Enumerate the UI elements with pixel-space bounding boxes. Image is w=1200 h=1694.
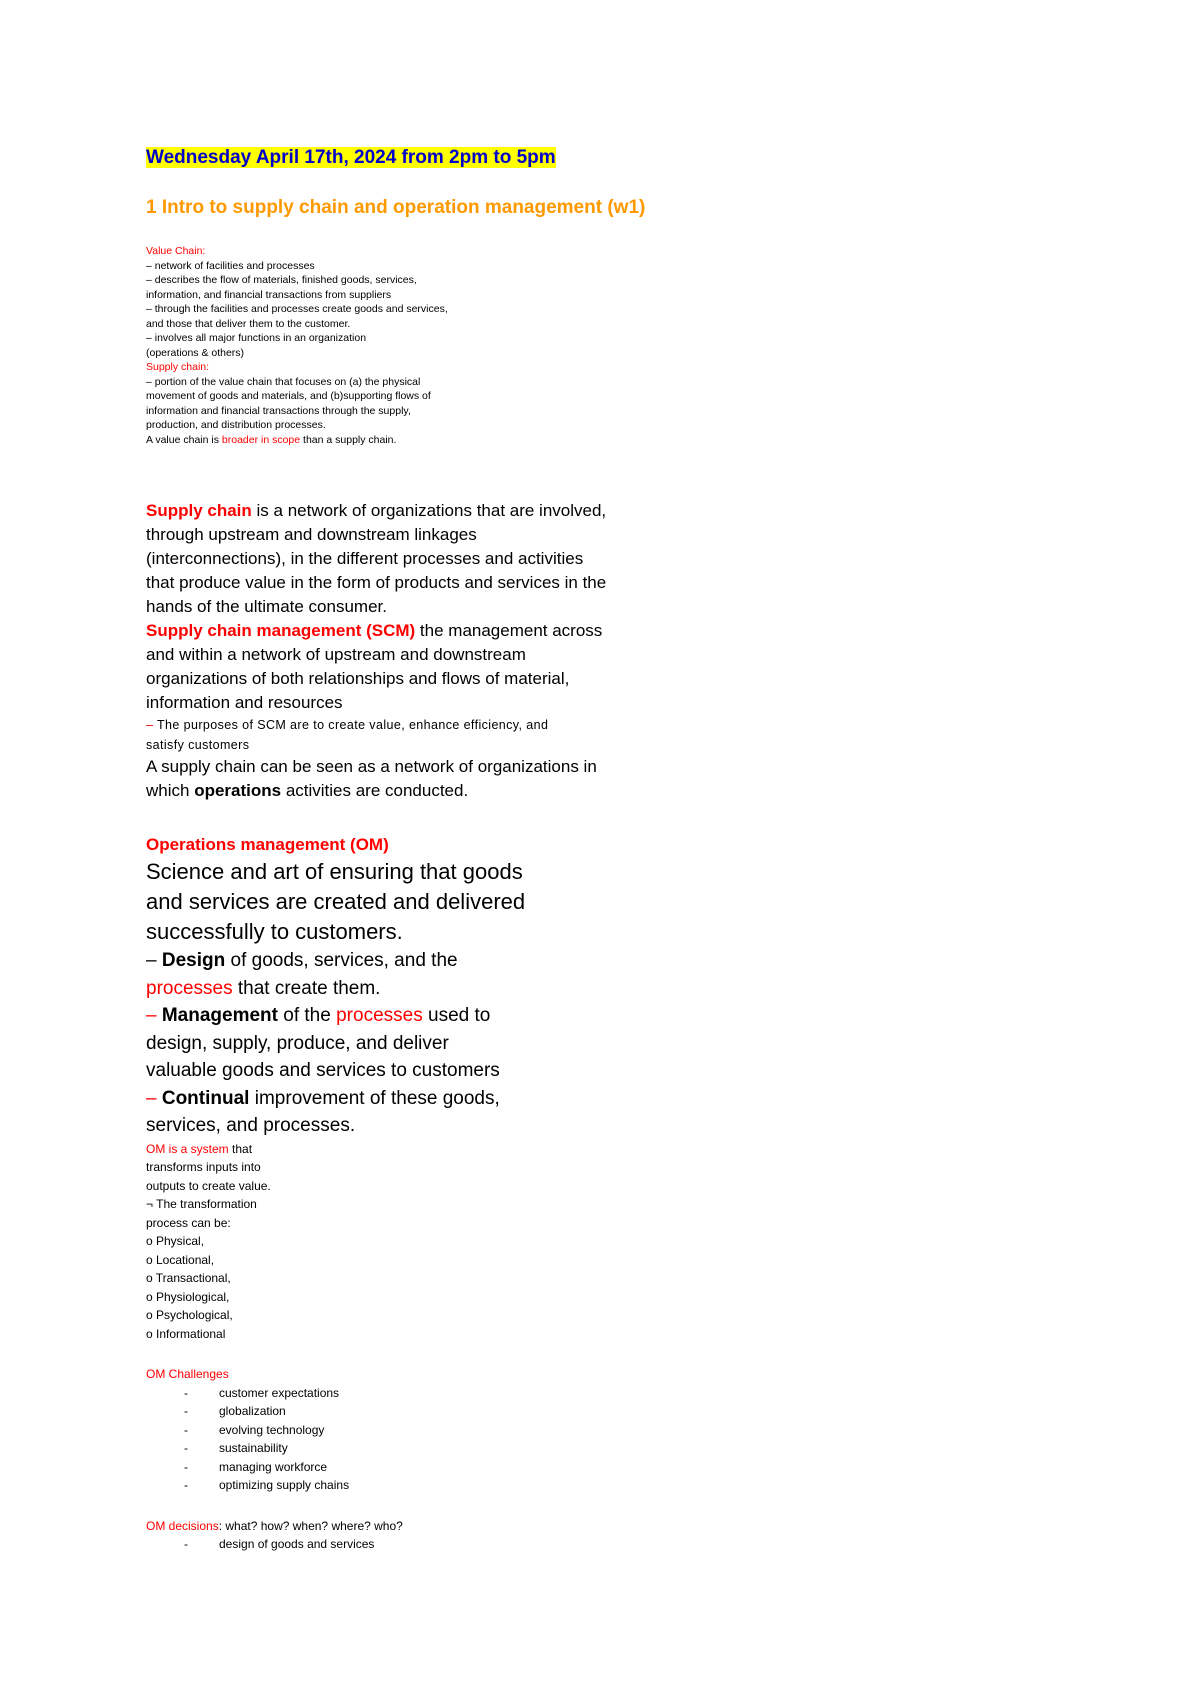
design-bold: Design (161, 950, 226, 971)
om-design-line (146, 947, 706, 975)
supply-chain-text: is a network of organizations that are involved, (251, 501, 607, 520)
list-item-text: managing workforce (219, 1459, 328, 1474)
list-item-text: customer expectations (219, 1385, 340, 1400)
supply-chain-line: information and financial transactions through the supply, (146, 404, 411, 417)
om-management-line (146, 1002, 706, 1030)
om-continual-line-2: services, and processes. (146, 1115, 356, 1136)
list-item: - globalization (184, 1404, 286, 1418)
definition-line: that produce value in the form of products and services in the (146, 573, 607, 592)
om-decisions-list (146, 1535, 706, 1554)
supply-chain-term: Supply chain (146, 501, 252, 520)
definition-line: information and resources (146, 693, 343, 712)
om-system-line: o Psychological, (146, 1308, 233, 1322)
definition-line: hands of the ultimate consumer. (146, 597, 387, 616)
session-date-text: Wednesday April 17th, 2024 from 2pm to 5pm (146, 147, 556, 168)
design-end: that create them. (232, 977, 381, 999)
om-heading: Operations management (OM) (146, 835, 389, 854)
scm-purpose-line-2: satisfy customers (146, 738, 250, 752)
om-section (146, 857, 706, 1343)
network-prefix: which (146, 781, 195, 800)
value-chain-notes (146, 244, 706, 447)
om-system-line: ¬ The transformation (146, 1197, 257, 1211)
value-chain-line: – involves all major functions in an organization (146, 332, 367, 344)
om-challenges-heading: OM Challenges (146, 1367, 229, 1381)
om-decisions-term: OM decisions (146, 1518, 219, 1533)
scope-suffix: than a supply chain. (300, 433, 397, 446)
document-content (146, 146, 706, 1554)
definition-line: (interconnections), in the different processes and activities (146, 549, 584, 568)
scm-term: Supply chain management (SCM) (146, 621, 416, 640)
network-suffix: activities are conducted. (281, 781, 469, 800)
om-system-rest: that (228, 1141, 253, 1156)
list-item: - design of goods and services (184, 1537, 375, 1551)
list-item-text: sustainability (219, 1441, 288, 1455)
value-chain-line: – network of facilities and processes (146, 259, 315, 272)
value-chain-line: (operations & others) (146, 346, 245, 359)
om-system-line: outputs to create value. (146, 1178, 271, 1193)
management-dash: – (146, 1005, 162, 1026)
list-item-text: optimizing supply chains (219, 1478, 350, 1492)
om-system-line: o Physiological, (146, 1289, 230, 1304)
om-design-line-2 (146, 975, 706, 1003)
purpose-dash: – (146, 718, 154, 732)
list-item-text: design of goods and services (219, 1537, 375, 1551)
om-intro-line: Science and art of ensuring that goods (146, 859, 523, 884)
list-item: - managing workforce (184, 1459, 328, 1474)
definition-line: organizations of both relationships and flows of material, (146, 669, 570, 688)
supply-chain-line: – portion of the value chain that focuses on (a) the physical (146, 375, 421, 388)
supply-chain-line: production, and distribution processes. (146, 419, 326, 431)
list-item: - sustainability (184, 1441, 288, 1455)
om-management-line: valuable goods and services to customers (146, 1060, 500, 1081)
list-item: - evolving technology (184, 1422, 325, 1437)
management-bold: Management (161, 1005, 278, 1026)
purpose-text: The purposes of SCM are to create value, enhance efficiency, and (153, 718, 549, 732)
value-chain-line: information, and financial transactions from suppliers (146, 288, 392, 301)
definitions-section (146, 499, 706, 803)
network-bold: operations (194, 781, 282, 800)
list-item-text: evolving technology (219, 1422, 325, 1437)
definition-line: through upstream and downstream linkages (146, 525, 477, 544)
om-decisions-heading (146, 1517, 706, 1536)
om-system-term: OM is a system (146, 1141, 229, 1156)
management-mid: of the (278, 1005, 337, 1026)
scm-definition (146, 619, 706, 643)
management-end: used to (422, 1005, 491, 1026)
design-processes: processes (146, 977, 233, 999)
continual-rest: improvement of these goods, (249, 1087, 500, 1109)
scope-highlight: broader in scope (221, 433, 301, 446)
om-management-line: design, supply, produce, and deliver (146, 1032, 449, 1054)
continual-bold: Continual (161, 1087, 250, 1109)
om-intro-line: successfully to customers. (146, 919, 403, 944)
om-system-line: process can be: (146, 1215, 231, 1230)
session-date (146, 146, 706, 170)
om-continual-line (146, 1085, 706, 1113)
scope-comparison (146, 433, 706, 448)
om-system-line: transforms inputs into (146, 1160, 261, 1174)
network-line-2 (146, 779, 706, 803)
continual-dash: – (146, 1087, 162, 1109)
supply-chain-definition (146, 499, 706, 523)
value-chain-line: – describes the flow of materials, finished goods, services, (146, 274, 417, 286)
management-processes: processes (336, 1005, 423, 1026)
value-chain-line: and those that deliver them to the customer. (146, 317, 351, 330)
om-system-line: o Physical, (146, 1234, 205, 1248)
value-chain-heading: Value Chain: (146, 245, 206, 257)
om-decisions-questions: : what? how? when? where? who? (218, 1518, 403, 1533)
list-item-text: globalization (219, 1404, 286, 1418)
supply-chain-line: movement of goods and materials, and (b)supporting flows of (146, 390, 431, 402)
list-item: - customer expectations (184, 1385, 340, 1400)
om-system-line: o Informational (146, 1326, 226, 1341)
design-dash: – (146, 950, 162, 971)
network-line: A supply chain can be seen as a network of organizations in (146, 757, 597, 776)
om-system-line: o Transactional, (146, 1271, 231, 1285)
design-rest: of goods, services, and the (225, 950, 458, 971)
om-intro-line: and services are created and delivered (146, 889, 526, 914)
value-chain-line: – through the facilities and processes create goods and services, (146, 303, 448, 315)
list-item: - optimizing supply chains (184, 1478, 350, 1492)
om-decisions-section (146, 1517, 706, 1554)
scope-prefix: A value chain is (146, 433, 222, 446)
chapter-title: 1 Intro to supply chain and operation management (w1) (146, 197, 646, 218)
om-system-line: o Locational, (146, 1252, 215, 1267)
om-challenges-list (146, 1384, 706, 1495)
scm-text: the management across (415, 621, 603, 640)
om-challenges-section (146, 1365, 706, 1495)
om-system-line (146, 1140, 706, 1159)
definition-line: and within a network of upstream and downstream (146, 645, 526, 664)
supply-chain-heading: Supply chain: (146, 361, 210, 373)
scm-purpose (146, 715, 706, 735)
